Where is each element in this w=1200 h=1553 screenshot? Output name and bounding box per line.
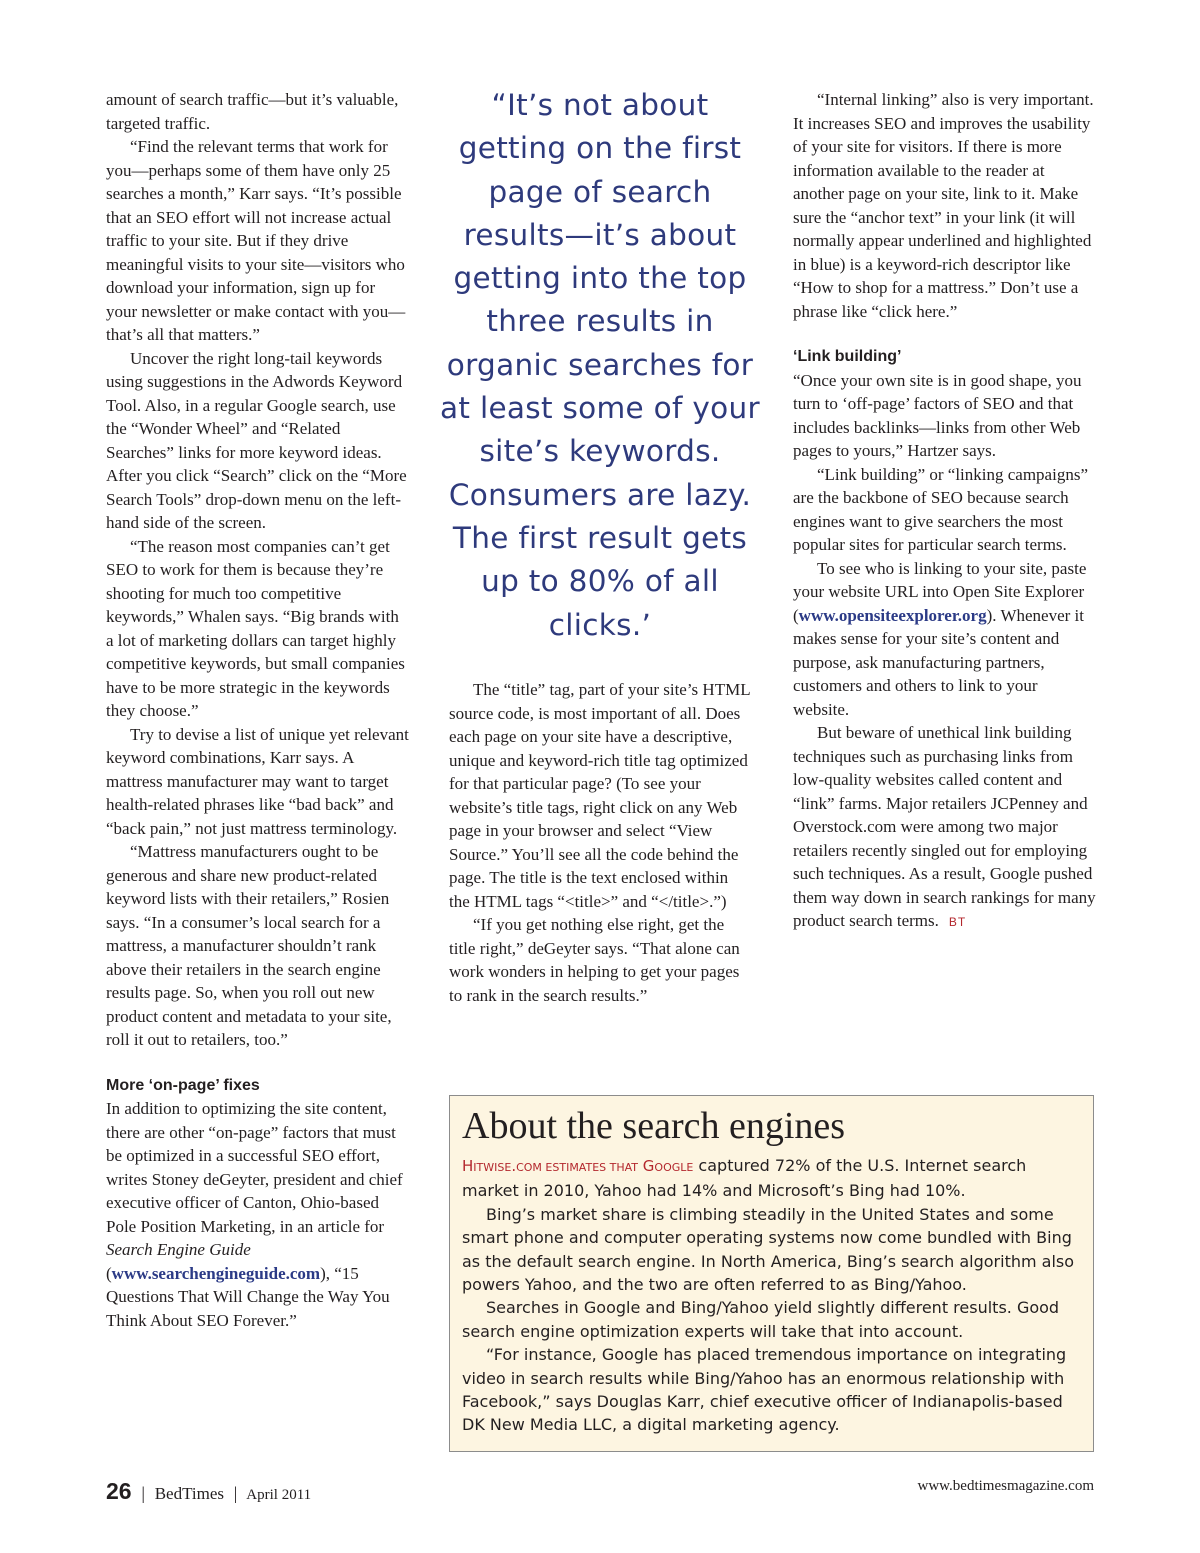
paragraph: “Internal linking” also is very important. It increases SEO and improves the usability of your site for visitors. If there is more information available to the reader at another page on your site, link to it. Make sure the “anchor text” in your link (it will normally appear underlined and highlighted in blue) is a keyword-rich descriptor like “How to shop for a mattress.” Don’t use a phrase like “click here.” — [793, 90, 1094, 321]
sidebar-lead-in — [462, 1157, 693, 1175]
paragraph — [793, 721, 1097, 935]
article-column-2 — [449, 678, 753, 1007]
article-column-3 — [793, 88, 1097, 935]
paragraph-text: But beware of unethical link building techniques such as purchasing links from low-quality websites called content and “link” farms. Major retailers JCPenney and Overstock.com were among two major retailers recently singled out for employing such techniques. As a result, Google pushed them way down in search rankings for many product search terms. — [793, 723, 1096, 930]
lead-letter: G — [638, 1157, 655, 1175]
paragraph: Try to devise a list of unique yet relevant keyword combinations, Karr says. A mattress manufacturer may want to target health-related phrases like “bad back” and “back pain,” not just mattress terminology. — [106, 724, 409, 838]
sidebar-paragraph — [462, 1154, 1081, 1203]
issue-date: April 2011 — [246, 1487, 312, 1503]
paragraph — [793, 557, 1097, 722]
paragraph: The “title” tag, part of your site’s HTML source code, is most important of all. Does each page on your site have a descriptive, unique and keyword-rich title tag optimized for that particular page? (To see your website’s title tags, right click on any Web page in your browser and select “View Source.” You’ll see all the code behind the page. The title is the text enclosed within the HTML tags “<title>” and “</title>.”) — [449, 680, 750, 911]
footer-separator: | — [141, 1483, 145, 1503]
page-footer-left — [106, 1478, 311, 1505]
paragraph: “Link building” or “linking campaigns” are the backbone of SEO because search engines want to give searchers the most popular sites for particular search terms. — [793, 464, 1088, 554]
subhead-link-building: ‘Link building’ — [793, 348, 902, 365]
searchengineguide-link[interactable]: www.searchengineguide.com — [111, 1263, 321, 1283]
subhead-on-page-fixes: More ‘on-page’ fixes — [106, 1076, 260, 1094]
paragraph-text: ). Whenever it makes sense for your site’s content and purpose, ask manufacturing partners, customers and others to link to your website. — [793, 605, 1085, 719]
end-mark: BT — [948, 915, 967, 929]
paragraph-text: To see who is linking to your site, paste your website URL into Open Site Explorer ( — [793, 558, 1087, 625]
paragraph: “Once your own site is in good shape, you turn to ‘off-page’ factors of SEO and that includes backlinks—links from other Web pages to yours,” Hartzer says. — [793, 370, 1082, 460]
paragraph: amount of search traffic—but it’s valuable, targeted traffic. — [106, 90, 399, 133]
lead-dot: . — [511, 1157, 517, 1175]
publication-title: Search Engine Guide — [106, 1240, 251, 1259]
paragraph-text: ), “15 Questions That Will Change the Way You Think About SEO Forever.” — [106, 1263, 390, 1330]
sidebar-paragraph: “For instance, Google has placed tremendous importance on integrating video in search results while Bing/Yahoo has an enormous relationship with Facebook,” says Douglas Karr, chief executive officer of Indianapolis-based DK New Media LLC, a digital marketing agency. — [462, 1345, 1067, 1435]
pull-quote: “It’s not about getting on the first page of search results—it’s about getting into the top three results in organic searches for at least some of your site’s keywords. Consumers are lazy. The first result gets up to 80% of all clicks.’ — [440, 88, 760, 642]
sidebar-text: captured 72% of the U.S. Internet search market in 2010, Yahoo had 14% and Microsoft’s Bing had 10%. — [462, 1156, 1027, 1201]
lead-smallcaps: COM ESTIMATES THAT — [516, 1161, 639, 1174]
sidebar-paragraph: Searches in Google and Bing/Yahoo yield slightly different results. Good search engine optimization experts will take that into account. — [462, 1298, 1060, 1341]
paragraph: “Mattress manufacturers ought to be generous and share new product-related keyword lists with their retailers,” Rosien says. “In a consumer’s local search for a mattress, a manufacturer shouldn’t rank above their retailers in the search engine results page. So, when you roll out new product content and metadata to your site, roll it out to retailers, too.” — [106, 842, 392, 1049]
paragraph: “Find the relevant terms that work for you—perhaps some of them have only 25 searches a month,” Karr says. “It’s possible that an SEO effort will not increase actual traffic to your site. But if they drive meaningful visits to your site—visitors who download your information, sign up for your newsletter or make contact with you—that’s all that matters.” — [106, 137, 406, 344]
page-number: 26 — [106, 1478, 132, 1504]
opensiteexplorer-link[interactable]: www.opensiteexplorer.org — [798, 605, 987, 625]
lead-letter: H — [462, 1157, 474, 1175]
magazine-name: BedTimes — [154, 1484, 224, 1503]
sidebar-title: About the search engines — [462, 1105, 846, 1147]
sidebar-box — [449, 1095, 1094, 1452]
paragraph: Uncover the right long-tail keywords using suggestions in the Adwords Keyword Tool. Also, in a regular Google search, use the “Wonder Wheel” and “Related Searches” links for more keyword ideas. After you click “Search” click on the “More Search Tools” drop-down menu on the left-hand side of the screen. — [106, 348, 407, 532]
footer-separator: | — [233, 1483, 238, 1503]
magazine-website[interactable]: www.bedtimesmagazine.com — [917, 1478, 1094, 1494]
sidebar-paragraph: Bing’s market share is climbing steadily in the United States and some smart phone and computer operating systems now come bundled with Bing as the default search engine. In North America, Bing’s search algorithm also powers Yahoo, and the two are often referred to as Bing/Yahoo. — [462, 1204, 1075, 1295]
paragraph: “The reason most companies can’t get SEO to work for them is because they’re shooting for much too competitive keywords,” Whalen says. “Big brands with a lot of marketing dollars can target highly competitive keywords, but small companies have to be more strategic in the keywords they choose.” — [106, 536, 405, 720]
paren-open: ( — [106, 1263, 112, 1283]
lead-smallcaps: ITWISE — [473, 1161, 512, 1174]
article-column-1 — [106, 88, 410, 1332]
lead-smallcaps: OOGLE — [654, 1161, 694, 1174]
paragraph: “If you get nothing else right, get the title right,” deGeyter says. “That alone can work wonders in helping to get your pages to rank in the search results.” — [449, 915, 740, 1005]
paragraph-text: In addition to optimizing the site content, there are other “on-page” factors that must be optimized in a successful SEO effort, writes Stoney deGeyter, president and chief executive officer of Canton, Ohio-based Pole Position Marketing, in an article for — [106, 1099, 403, 1236]
paragraph — [106, 1097, 410, 1332]
